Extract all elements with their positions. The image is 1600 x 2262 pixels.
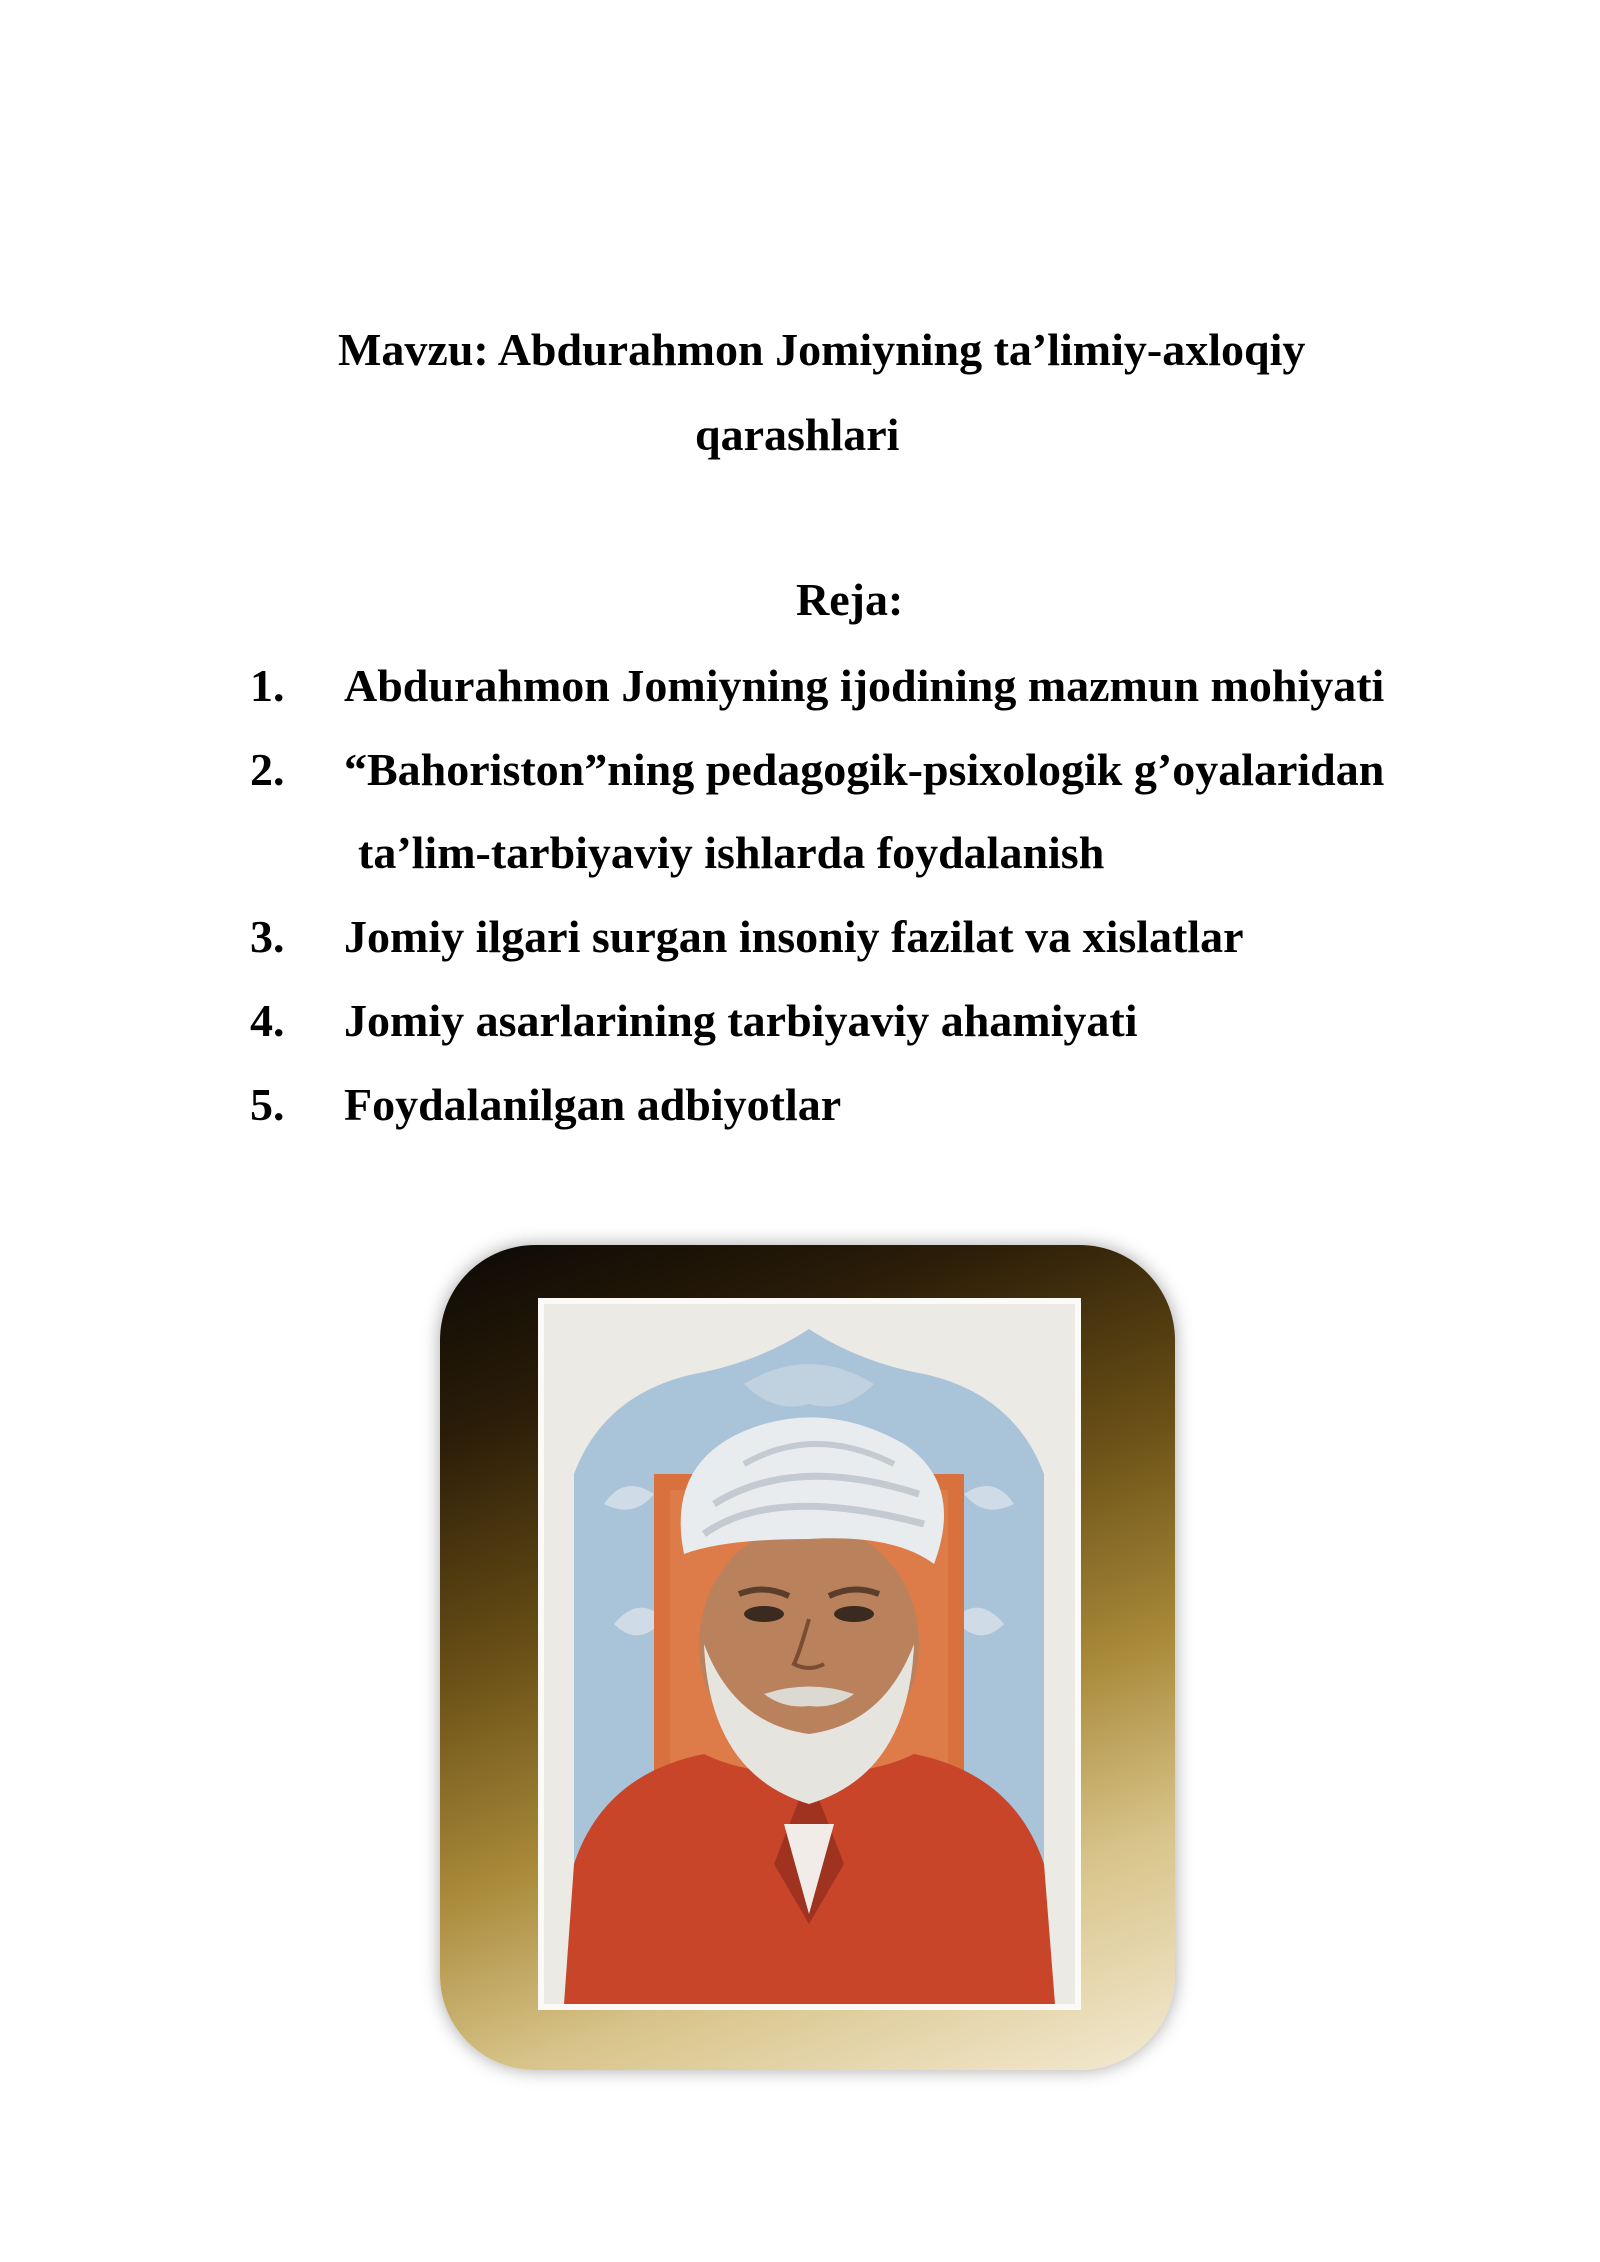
plan-item-text: Foydalanilgan adbiyotlar (344, 1079, 842, 1130)
plan-item-text: Abdurahmon Jomiyning ijodining mazmun mohiyati (344, 660, 1385, 711)
page-title-line-2: qarashlari (695, 409, 900, 460)
plan-item-text: “Bahoriston”ning pedagogik-psixologik g’oyalaridan (344, 744, 1385, 795)
portrait-illustration-icon (544, 1304, 1075, 2004)
page-title-line-1: Mavzu: Abdurahmon Jomiyning ta’limiy-axloqiy (338, 324, 1306, 375)
plan-item-text: Jomiy ilgari surgan insoniy fazilat va xislatlar (344, 911, 1244, 962)
plan-item-2-continuation: ta’lim-tarbiyaviy ishlarda foydalanish (358, 827, 1105, 878)
plan-item-number: 4. (250, 995, 285, 1046)
plan-heading: Reja: (796, 574, 904, 625)
plan-item-number: 3. (250, 911, 285, 962)
portrait-image (538, 1298, 1081, 2010)
portrait-frame (440, 1245, 1175, 2070)
plan-item-number: 5. (250, 1079, 285, 1130)
plan-item-number: 2. (250, 744, 285, 795)
plan-item-number: 1. (250, 660, 285, 711)
plan-item-text: Jomiy asarlarining tarbiyaviy ahamiyati (344, 995, 1138, 1046)
